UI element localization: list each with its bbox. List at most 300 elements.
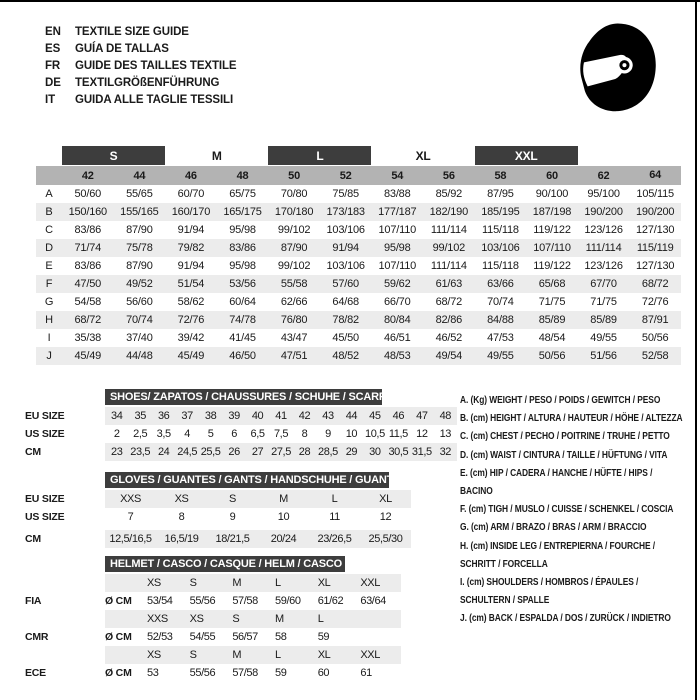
value-band [105,443,457,461]
size-value-cell: 50/56 [641,332,669,344]
size-value-cell: 48/52 [320,347,372,365]
size-value-cell: 61 [360,667,372,679]
size-value-cell: 83/88 [383,188,411,200]
size-cell: 23,5 [130,446,151,458]
size-value-cell: 87/90 [268,239,320,257]
size-cell: 9 [325,428,331,440]
size-cell: 40 [251,410,264,422]
size-letter-cell: L [275,577,281,589]
value-band [105,664,401,682]
size-value-cell: 57/58 [232,667,258,679]
size-value-cell: 185/195 [475,203,527,221]
size-group-header: XXL [475,146,578,166]
frame-right-border [695,0,697,700]
size-value-cell: 127/130 [635,224,675,236]
size-value-cell: 119/122 [533,224,571,236]
size-cell: 8 [178,511,185,523]
size-cell: 9 [229,511,236,523]
size-value-cell: 71/75 [538,296,566,308]
value-band [105,530,411,548]
size-value-cell: 49/55 [475,347,527,365]
size-value-cell: 85/92 [435,188,463,200]
size-letter-cell: XXL [360,649,380,661]
size-cell: 46 [392,410,405,422]
measure-row-label: F [36,275,62,293]
size-value-cell: 85/89 [526,311,578,329]
size-cell: 10 [345,428,358,440]
measure-row-label: G [44,296,54,308]
size-group-spacer [578,146,630,166]
size-letter-cell: M [275,613,284,625]
legend-item: H. (cm) INSIDE LEG / ENTREPIERNA / FOURCHE / SCHRITT / FORCELLA [460,539,655,570]
size-value-cell: 62/66 [280,296,308,308]
size-cell: 23 [111,446,123,458]
size-value-cell: 39/42 [177,332,205,344]
size-value-cell: 61/62 [317,595,344,607]
size-value-cell: 80/84 [371,311,423,329]
size-cell: 20/24 [270,533,297,545]
legend-item: C. (cm) CHEST / PECHO / POITRINE / TRUHE / PETTO [460,430,670,443]
size-value-cell: 115/118 [482,260,519,272]
language-row [45,75,237,92]
size-value-cell: 127/130 [635,260,675,272]
size-cell: 18/21,5 [215,533,250,545]
size-value-cell: 57/60 [320,275,372,293]
row-label: CM [25,446,41,458]
size-value-cell: 48/53 [371,347,423,365]
size-value-cell: 190/200 [578,203,630,221]
size-cell: 2 [113,428,120,440]
size-value-cell: 46/50 [217,347,269,365]
size-value-cell: 54/55 [189,631,216,643]
table-row [25,443,457,461]
size-value-cell: 52/53 [147,631,173,643]
size-value-cell: 95/98 [229,224,256,236]
size-cell: 24 [157,446,170,458]
size-letter-cell: L [275,649,281,661]
size-value-cell: 78/82 [320,311,372,329]
standard-label: FIA [25,595,42,607]
table-row [25,425,457,443]
size-letter-cell: S [232,613,240,625]
size-value-cell: 111/114 [430,260,467,272]
size-column-header: 46 [165,166,217,186]
size-letter-cell: S [189,649,197,661]
size-column-header: 54 [371,166,423,186]
size-value-cell: 35/38 [74,332,102,344]
garment-size-table [36,146,681,365]
row-label: US SIZE [25,511,65,523]
measure-row [36,347,681,365]
size-group-header: M [165,146,268,166]
size-value-cell: 177/187 [371,203,423,221]
helmet-size-row [25,574,401,592]
size-value-cell: 59/62 [371,275,423,293]
size-cell: 13 [439,428,452,440]
size-value-cell: 64/68 [332,296,359,308]
size-letter-cell: XL [317,649,331,661]
size-value-cell: 56/57 [232,631,258,643]
size-value-cell: 95/100 [587,188,620,200]
measure-row-label: C [45,224,53,236]
size-value-cell: 50/60 [74,188,102,200]
size-value-cell: 55/65 [126,188,153,200]
measure-row [36,239,681,257]
legend-item: B. (cm) HEIGHT / ALTURA / HAUTEUR / HÖHE / ALTEZZA [460,412,683,425]
helmet-standard-row [25,664,401,682]
size-value-cell: 87/90 [126,260,153,272]
size-cell: 48 [439,410,452,422]
size-cell: 11,5 [388,428,408,440]
size-column-header: 52 [320,166,372,186]
gloves-size-table [25,472,411,548]
size-cell: 37 [181,410,193,422]
size-value-cell: 99/102 [423,239,475,257]
size-value-cell: 58/62 [177,296,205,308]
size-value-cell: 70/80 [280,188,308,200]
size-letter-cell: XS [147,649,161,661]
language-code: IT [45,94,56,106]
size-band [105,610,401,628]
size-value-cell: 95/98 [371,239,423,257]
helmet-standard-row [25,592,401,610]
size-letter-cell: M [232,577,242,589]
size-cell: 16,5/19 [164,533,199,545]
unit-spacer [105,574,145,592]
size-value-cell: 85/89 [578,311,630,329]
size-cell: S [229,493,236,505]
language-code: ES [45,43,61,55]
legend-item: J. (cm) BACK / ESPALDA / DOS / ZURÜCK / INDIETRO [460,612,671,625]
size-value-cell: 59 [275,667,287,679]
row-label: US SIZE [25,428,65,440]
size-value-cell: 65/75 [229,188,256,200]
helmet-standard-row [25,628,401,646]
size-column-header: 64 [629,166,681,186]
guide-title: TEXTILE SIZE GUIDE [75,26,189,38]
language-code: DE [45,77,61,89]
size-cell: 5 [207,428,214,440]
unit-spacer [105,610,145,628]
size-value-cell: 119/122 [533,260,571,272]
table-row [25,508,411,526]
size-value-cell [358,628,401,646]
size-cell: 39 [228,410,240,422]
unit-spacer [105,646,145,664]
size-value-cell: 170/180 [268,203,320,221]
size-cell: 12 [416,428,428,440]
size-cell: 31,5 [411,446,432,458]
size-value-cell: 155/165 [114,203,166,221]
size-value-cell: 76/80 [268,311,320,329]
size-value-cell: 56/60 [126,296,153,308]
size-cell: 3,5 [156,428,171,440]
size-value-cell: 43/47 [280,332,308,344]
size-letter-cell: S [189,577,197,589]
size-value-cell: 111/114 [430,224,467,236]
size-cell: XS [174,493,189,505]
size-value-cell: 58 [275,631,287,643]
size-cell: 7 [127,511,134,523]
size-value-cell: 75/78 [114,239,166,257]
measure-row [36,293,681,311]
size-value-cell: 55/56 [189,667,216,679]
size-cell: 29 [345,446,358,458]
size-cell: 43 [322,410,334,422]
measure-row-label: J [36,347,62,365]
racing-helmet-icon [572,20,664,126]
size-group-header: L [268,146,371,166]
size-cell: 27,5 [271,446,291,458]
size-value-cell: 49/54 [423,347,475,365]
size-value-cell: 53/54 [147,595,173,607]
helmet-size-row [25,610,401,628]
size-value-cell: 99/102 [277,224,311,236]
language-row [45,41,237,58]
measure-row-label: A [45,188,53,200]
diameter-unit-label: Ø CM [105,631,132,643]
size-value-cell: 95/98 [229,260,256,272]
legend-item: F. (cm) TIGH / MUSLO / CUISSE / SCHENKEL / COSCIA [460,503,674,516]
size-value-cell: 190/200 [629,203,681,221]
size-value-cell: 60/70 [177,188,205,200]
size-value-cell: 45/50 [332,332,359,344]
size-column-header: 50 [268,166,320,186]
measure-row [36,203,681,221]
size-value-cell: 107/110 [378,260,417,272]
value-band [105,508,411,526]
size-column-header: 48 [217,166,269,186]
size-value-cell: 71/75 [590,296,617,308]
size-value-cell: 82/86 [423,311,475,329]
frame-top-border [0,0,700,2]
measure-row [36,311,681,329]
size-value-cell: 75/85 [332,188,359,200]
size-value-cell: 52/58 [629,347,681,365]
size-value-cell: 47/51 [268,347,320,365]
size-value-cell: 83/86 [74,260,102,272]
guide-title: TEXTILGRÖßENFÜHRUNG [75,77,220,89]
shoes-size-table [25,389,457,461]
size-value-cell: 111/114 [578,239,630,257]
measure-row-label: E [45,260,53,272]
size-value-cell: 115/118 [482,224,519,236]
size-value-cell: 68/72 [629,275,681,293]
size-value-cell: 84/88 [475,311,527,329]
size-value-cell: 60 [317,667,330,679]
size-group-header: XL [371,146,474,166]
size-cell: 27 [251,446,264,458]
size-value-cell: 87/91 [629,311,681,329]
language-title-list [45,24,237,109]
size-cell: 8 [301,428,308,440]
guide-title: GUÍA DE TALLAS [75,43,169,55]
size-value-cell: 53 [147,667,159,679]
legend-item: A. (Kg) WEIGHT / PESO / POIDS / GEWITCH / PESO [460,394,661,406]
value-band [105,425,457,443]
row-label-spacer [25,610,105,628]
size-value-cell: 187/198 [526,203,578,221]
size-letter-cell: XL [317,577,331,589]
size-value-cell: 55/58 [268,275,320,293]
size-value-cell: 123/126 [584,260,623,272]
measure-row-label: B [36,203,62,221]
size-group-spacer [36,146,62,166]
diameter-unit-label: Ø CM [105,595,132,607]
size-value-cell: 123/126 [584,224,623,236]
size-cell: 28 [298,446,311,458]
size-value-cell: 54/58 [74,296,102,308]
size-cell: 45 [369,410,381,422]
size-value-cell: 79/82 [165,239,217,257]
size-cell: 6,5 [250,428,265,440]
size-cell: 41 [275,410,287,422]
value-band [105,407,457,425]
size-number-row [36,166,681,186]
measure-row [36,185,681,203]
size-group-header: S [62,146,165,166]
size-cell: 10,5 [364,428,385,440]
size-value-cell: 87/90 [126,224,153,236]
measure-row-label: D [36,239,62,257]
size-value-cell: 49/55 [590,332,617,344]
size-value-cell: 45/49 [165,347,217,365]
size-value-cell: 63/64 [360,595,386,607]
size-letter-cell: XXL [360,577,380,589]
size-value-cell: 60/64 [229,296,256,308]
size-column-header: 60 [526,166,578,186]
size-value-cell: 63/66 [475,275,527,293]
size-cell: 12,5/16,5 [109,533,152,545]
size-value-cell: 45/49 [62,347,114,365]
guide-title: GUIDE DES TAILLES TEXTILE [75,60,237,72]
size-cell: 10 [277,511,290,523]
size-cell: 47 [416,410,428,422]
measure-row [36,221,681,239]
size-value-cell: 72/76 [641,296,669,308]
size-value-cell: 72/76 [165,311,217,329]
language-row [45,58,237,75]
gloves-table-title: GLOVES / GUANTES / GANTS / HANDSCHUHE / GUANTI [105,472,389,488]
measure-row [36,257,681,275]
diameter-unit-label: Ø CM [105,667,132,679]
standard-label: ECE [25,667,46,679]
size-cell: 30,5 [388,446,409,458]
legend-item: E. (cm) HIP / CADERA / HANCHE / HÜFTE / HIPS / BACINO [460,466,653,498]
size-cell: 28,5 [318,446,338,458]
size-cell: 26 [228,446,240,458]
size-value-cell: 91/94 [177,224,205,236]
size-cell: 35 [134,410,146,422]
size-value-cell: 59 [317,631,330,643]
legend-item: I. (cm) SHOULDERS / HOMBROS / ÉPAULES / SCHULTERN / SPALLE [460,576,639,607]
size-value-cell: 103/106 [326,224,365,236]
size-value-cell: 47/50 [62,275,114,293]
measure-row-label: I [47,332,51,344]
size-cell: 24,5 [177,446,198,458]
size-value-cell: 103/106 [326,260,365,272]
size-group-row [36,146,681,166]
size-value-cell: 165/175 [217,203,269,221]
standard-label: CMR [25,631,49,643]
size-letter-cell: L [317,613,324,625]
guide-title: GUIDA ALLE TAGLIE TESSILI [75,94,234,106]
language-row [45,24,237,41]
size-cell: M [279,493,288,505]
size-value-cell: 74/78 [217,311,269,329]
size-value-cell: 48/54 [538,332,566,344]
size-value-cell: 83/86 [217,239,269,257]
shoes-table-title: SHOES/ ZAPATOS / CHAUSSURES / SCHUHE / SCARPE [105,389,382,405]
size-value-cell: 67/70 [578,275,630,293]
row-label: EU SIZE [25,493,65,505]
size-value-cell: 99/102 [277,260,311,272]
table-row [25,490,411,508]
size-value-cell: 46/51 [383,332,411,344]
size-value-cell: 105/115 [636,188,674,200]
size-cell: 2,5 [133,428,148,440]
size-cell: 12 [379,511,392,523]
row-label-spacer [25,574,105,592]
size-value-cell: 150/160 [62,203,114,221]
size-letter-cell: XS [189,613,204,625]
size-value-cell: 53/56 [217,275,269,293]
size-column-header: 62 [578,166,630,186]
helmet-size-row [25,646,401,664]
table-row [25,530,411,548]
size-value-cell: 44/48 [114,347,166,365]
measure-row [36,275,681,293]
value-band [105,490,411,508]
size-value-cell: 47/53 [487,332,514,344]
size-cell: 44 [345,410,358,422]
size-value-cell: 173/183 [320,203,372,221]
size-value-cell: 91/94 [320,239,372,257]
size-letter-cell: M [232,649,242,661]
size-value-cell: 68/72 [62,311,114,329]
size-cell: 7,5 [273,428,289,440]
size-value-cell: 87/95 [487,188,514,200]
measure-row [36,329,681,347]
size-value-cell: 68/72 [435,296,463,308]
helmet-size-table [25,556,401,682]
size-number-spacer [36,166,62,186]
size-value-cell: 91/94 [177,260,205,272]
size-cell: 32 [439,446,452,458]
size-letter-cell [358,610,401,628]
size-column-header: 42 [62,166,114,186]
size-cell: 25,5/30 [368,533,403,545]
size-value-cell: 61/63 [423,275,475,293]
size-value-cell: 107/110 [526,239,578,257]
value-band [105,628,401,646]
size-value-cell: 103/106 [475,239,527,257]
size-value-cell: 107/110 [378,224,417,236]
size-value-cell: 160/170 [165,203,217,221]
size-column-header: 44 [114,166,166,186]
size-value-cell: 115/119 [629,239,681,257]
size-cell: 30 [369,446,381,458]
row-label-spacer [25,646,105,664]
size-value-cell: 49/52 [114,275,166,293]
size-value-cell: 37/40 [126,332,153,344]
size-cell: XL [379,493,392,505]
size-cell: 38 [204,410,217,422]
size-value-cell: 66/70 [383,296,411,308]
size-cell: 4 [184,428,190,440]
size-value-cell: 46/52 [435,332,463,344]
language-row [45,92,237,109]
